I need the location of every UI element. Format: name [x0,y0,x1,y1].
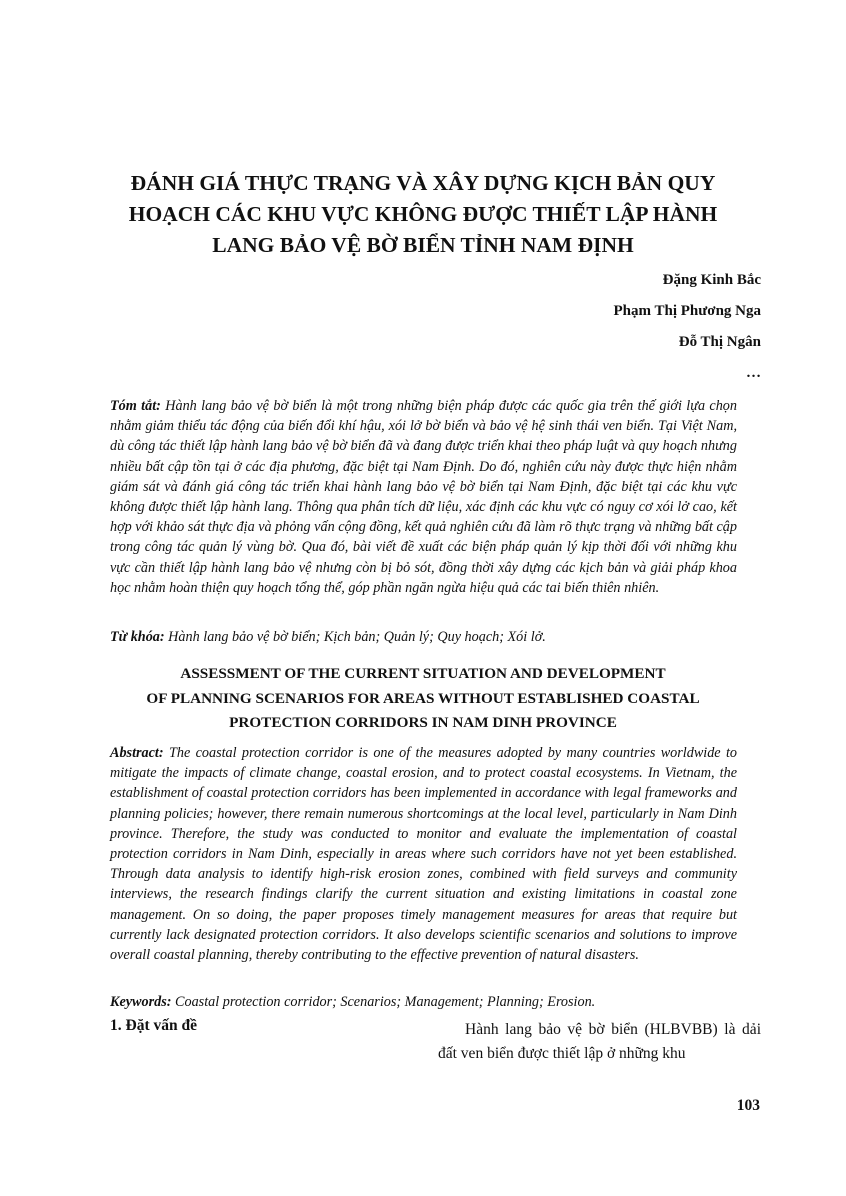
en-keywords [110,992,737,1012]
en-keywords-label: Keywords: [110,994,172,1010]
en-abstract-text: The coastal protection corridor is one of the measures adopted by many countries worldwide to mitigate the impacts of climate change, coastal erosion, and to protect coastal ecosystems. In Vietnam, the establishment of coastal protection corridors has been implemented in accordance with legal frameworks and planning policies; however, there remain numerous shortcomings at the local level, particularly in Nam Dinh province. Therefore, the study was conducted to monitor and evaluate the implementation of coastal protection corridors in Nam Dinh, especially in areas where such corridors have not yet been established. Through data analysis to identify high-risk erosion zones, combined with field surveys and community interviews, the research findings clarify the current situation and existing limitations in coastal zone management. On so doing, the paper proposes timely management measures for areas that require but currently lack designated protection corridors. It also develops scientific scenarios and solutions to improve overall coastal planning, thereby contributing to the effective prevention of natural disasters. [110,745,737,964]
en-keywords-text: Coastal protection corridor; Scenarios; Management; Planning; Erosion. [171,994,596,1010]
english-title-line: ASSESSMENT OF THE CURRENT SITUATION AND DEVELOPMENT [180,665,666,682]
section-paragraph: Hành lang bảo vệ bờ biển (HLBVBB) là dải đất ven biển được thiết lập ở những khu [438,1021,761,1062]
author-2: Phạm Thị Phương Nga [613,303,761,319]
vn-abstract-label: Tóm tắt: [110,398,161,414]
vn-abstract-text: Hành lang bảo vệ bờ biển là một trong những biện pháp được các quốc gia trên thế giới lựa chọn nhằm giảm thiểu tác động của biến đổi khí hậu, xói lở bờ biển và bảo vệ hệ sinh thái ven biển. Tại Việt Nam, dù công tác thiết lập hành lang bảo vệ bờ biển đã và đang được triển khai theo pháp luật và quy hoạch nhưng nhiều bất cập tồn tại ở các địa phương, đặc biệt tại Nam Định. Do đó, nghiên cứu này được thực hiện nhằm giám sát và đánh giá công tác triển khai hành lang bảo vệ bờ biển tại Nam Định, đặc biệt tại các khu vực không được thiết lập hành lang. Thông qua phân tích dữ liệu, xác định các khu vực có nguy cơ xói lở cao, kết hợp với khảo sát thực địa và phỏng vấn cộng đồng, kết quả nghiên cứu đã làm rõ thực trạng và những bất cập trong công tác quản lý vùng bờ. Qua đó, bài viết đề xuất các biện pháp quản lý kịp thời đối với những khu vực cần thiết lập hành lang bảo vệ nhưng còn bị bỏ sót, đồng thời xây dựng các kịch bản và giải pháp khoa học nhằm hoàn thiện quy hoạch tổng thể, góp phần ngăn ngừa hiệu quả các tai biến thiên nhiên. [110,398,737,596]
author-ellipsis: … [746,365,761,381]
en-abstract [110,743,737,965]
vn-keywords [110,627,737,647]
en-abstract-label: Abstract: [110,745,164,761]
page-number: 103 [736,1097,760,1114]
paper-title [60,168,786,261]
vn-keywords-label: Từ khóa: [110,629,165,645]
vn-keywords-text: Hành lang bảo vệ bờ biển; Kịch bản; Quản lý; Quy hoạch; Xói lở. [164,629,546,645]
section-heading: 1. Đặt vấn đề [110,1017,197,1034]
english-title [90,662,756,736]
title-line: HOẠCH CÁC KHU VỰC KHÔNG ĐƯỢC THIẾT LẬP HÀNH [128,202,718,226]
author-3: Đỗ Thị Ngân [678,334,761,350]
title-line: LANG BẢO VỆ BỜ BIỂN TỈNH NAM ĐỊNH [212,233,634,257]
english-title-line: OF PLANNING SCENARIOS FOR AREAS WITHOUT ESTABLISHED COASTAL [146,689,700,707]
english-title-line: PROTECTION CORRIDORS IN NAM DINH PROVINCE [229,714,617,731]
author-1: Đặng Kinh Bắc [662,272,761,288]
vn-abstract [110,396,737,598]
title-line: ĐÁNH GIÁ THỰC TRẠNG VÀ XÂY DỰNG KỊCH BẢN QUY [130,171,716,195]
